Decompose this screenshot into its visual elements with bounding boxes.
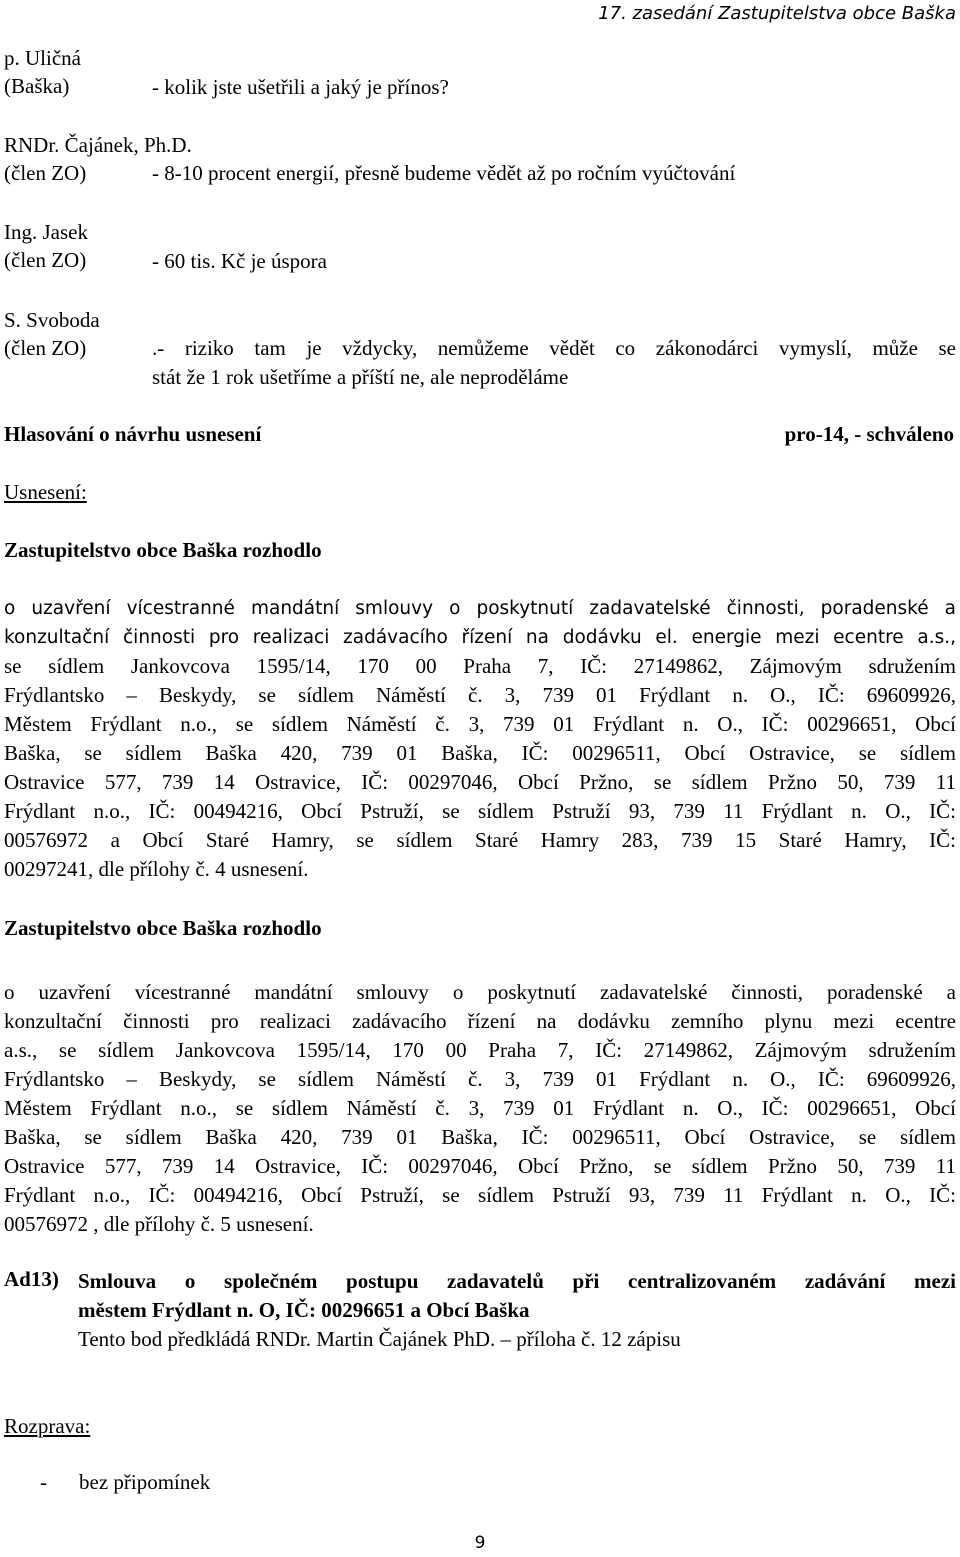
resolution-heading: Usnesení: xyxy=(4,480,87,504)
speaker-svoboda xyxy=(4,306,146,362)
speaker-name: p. Uličná xyxy=(4,46,81,70)
decision-line: 00576972 , dle přílohy č. 5 usnesení. xyxy=(4,1212,314,1236)
decision-line: konzultační činnosti pro realizaci zadávacího řízení na dodávku zemního plynu mezi ecentre xyxy=(4,1009,956,1033)
decision-line: Frýdlant n.o., IČ: 00494216, Obcí Pstruží, se sídlem Pstruží 93, 739 11 Frýdlant n. O., IČ: xyxy=(4,799,956,823)
agenda-item-title-line: Smlouva o společném postupu zadavatelů při centralizovaném zadávání mezi xyxy=(78,1269,956,1293)
speaker-role: (Baška) xyxy=(4,74,70,98)
decision-line: Baška, se sídlem Baška 420, 739 01 Baška, IČ: 00296511, Obcí Ostravice, se sídlem xyxy=(4,1125,956,1149)
debate-heading: Rozprava: xyxy=(4,1414,91,1438)
remark-cajanek: - 8-10 procent energií, přesně budeme vědět až po ročním vyúčtování xyxy=(152,161,736,185)
decision-line: Městem Frýdlant n.o., se sídlem Náměstí č. 3, 739 01 Frýdlant n. O., IČ: 00296651, Obcí xyxy=(4,712,956,736)
decision-line: se sídlem Jankovcova 1595/14, 170 00 Praha 7, IČ: 27149862, Zájmovým sdružením xyxy=(4,654,956,678)
agenda-item xyxy=(78,1267,956,1354)
remark-svoboda xyxy=(152,334,956,392)
debate-dash: - xyxy=(40,1470,47,1494)
speaker-name: Ing. Jasek xyxy=(4,220,88,244)
remark-ulicna: - kolik jste ušetřili a jaký je přínos? xyxy=(152,75,449,99)
speaker-jasek xyxy=(4,218,146,274)
decision-line: Baška, se sídlem Baška 420, 739 01 Baška, IČ: 00296511, Obcí Ostravice, se sídlem xyxy=(4,741,956,765)
speaker-role: (člen ZO) xyxy=(4,248,87,272)
decision-line: Městem Frýdlant n.o., se sídlem Náměstí č. 3, 739 01 Frýdlant n. O., IČ: 00296651, Obcí xyxy=(4,1096,956,1120)
debate-item: bez připomínek xyxy=(79,1470,211,1494)
decision-heading: Zastupitelstvo obce Baška rozhodlo xyxy=(4,916,322,940)
agenda-item-number: Ad13) xyxy=(4,1267,59,1291)
decision-line: 00576972 a Obcí Staré Hamry, se sídlem Staré Hamry 283, 739 15 Staré Hamry, IČ: xyxy=(4,828,956,852)
decision-text xyxy=(4,594,956,652)
agenda-item-presenter: Tento bod předkládá RNDr. Martin Čajánek PhD. – příloha č. 12 zápisu xyxy=(78,1327,681,1351)
remark-jasek: - 60 tis. Kč je úspora xyxy=(152,249,327,273)
decision-line: Ostravice 577, 739 14 Ostravice, IČ: 00297046, Obcí Pržno, se sídlem Pržno 50, 739 11 xyxy=(4,1154,956,1178)
speaker-name: RNDr. Čajánek, Ph.D. xyxy=(4,133,192,157)
decision-text-cont xyxy=(4,652,956,884)
decision-line: Ostravice 577, 739 14 Ostravice, IČ: 00297046, Obcí Pržno, se sídlem Pržno 50, 739 11 xyxy=(4,770,956,794)
decision-line: o uzavření vícestranné mandátní smlouvy o poskytnutí zadavatelské činnosti, poradenské a xyxy=(4,598,956,619)
document-header: 17. zasedání Zastupitelstva obce Baška xyxy=(598,3,956,24)
decision-line: Frýdlantsko – Beskydy, se sídlem Náměstí č. 3, 739 01 Frýdlant n. O., IČ: 69609926, xyxy=(4,683,956,707)
speaker-role: (člen ZO) xyxy=(4,161,87,185)
speaker-name: S. Svoboda xyxy=(4,308,100,332)
decision-line: Frýdlant n.o., IČ: 00494216, Obcí Pstruží, se sídlem Pstruží 93, 739 11 Frýdlant n. O., IČ: xyxy=(4,1183,956,1207)
remark-line: .- riziko tam je vždycky, nemůžeme vědět co zákonodárci vymyslí, může se xyxy=(152,336,956,360)
decision-line: a.s., se sídlem Jankovcova 1595/14, 170 00 Praha 7, IČ: 27149862, Zájmovým sdružením xyxy=(4,1038,956,1062)
decision-heading: Zastupitelstvo obce Baška rozhodlo xyxy=(4,538,322,562)
decision-text xyxy=(4,978,956,1239)
agenda-item-title-line: městem Frýdlant n. O, IČ: 00296651 a Obcí Baška xyxy=(78,1298,530,1322)
speaker-role: (člen ZO) xyxy=(4,336,87,360)
remark-line: stát že 1 rok ušetříme a příští ne, ale neproděláme xyxy=(152,365,569,389)
decision-line: konzultační činnosti pro realizaci zadávacího řízení na dodávku el. energie mezi ecentre a.s., xyxy=(4,627,956,648)
decision-line: o uzavření vícestranné mandátní smlouvy o poskytnutí zadavatelské činnosti, poradenské a xyxy=(4,980,956,1004)
decision-line: Frýdlantsko – Beskydy, se sídlem Náměstí č. 3, 739 01 Frýdlant n. O., IČ: 69609926, xyxy=(4,1067,956,1091)
vote-label: Hlasování o návrhu usnesení xyxy=(4,422,262,446)
vote-result: pro-14, - schváleno xyxy=(784,422,954,446)
page-number: 9 xyxy=(474,1533,486,1553)
speaker-ulicna xyxy=(4,44,146,100)
decision-line: 00297241, dle přílohy č. 4 usnesení. xyxy=(4,857,309,881)
